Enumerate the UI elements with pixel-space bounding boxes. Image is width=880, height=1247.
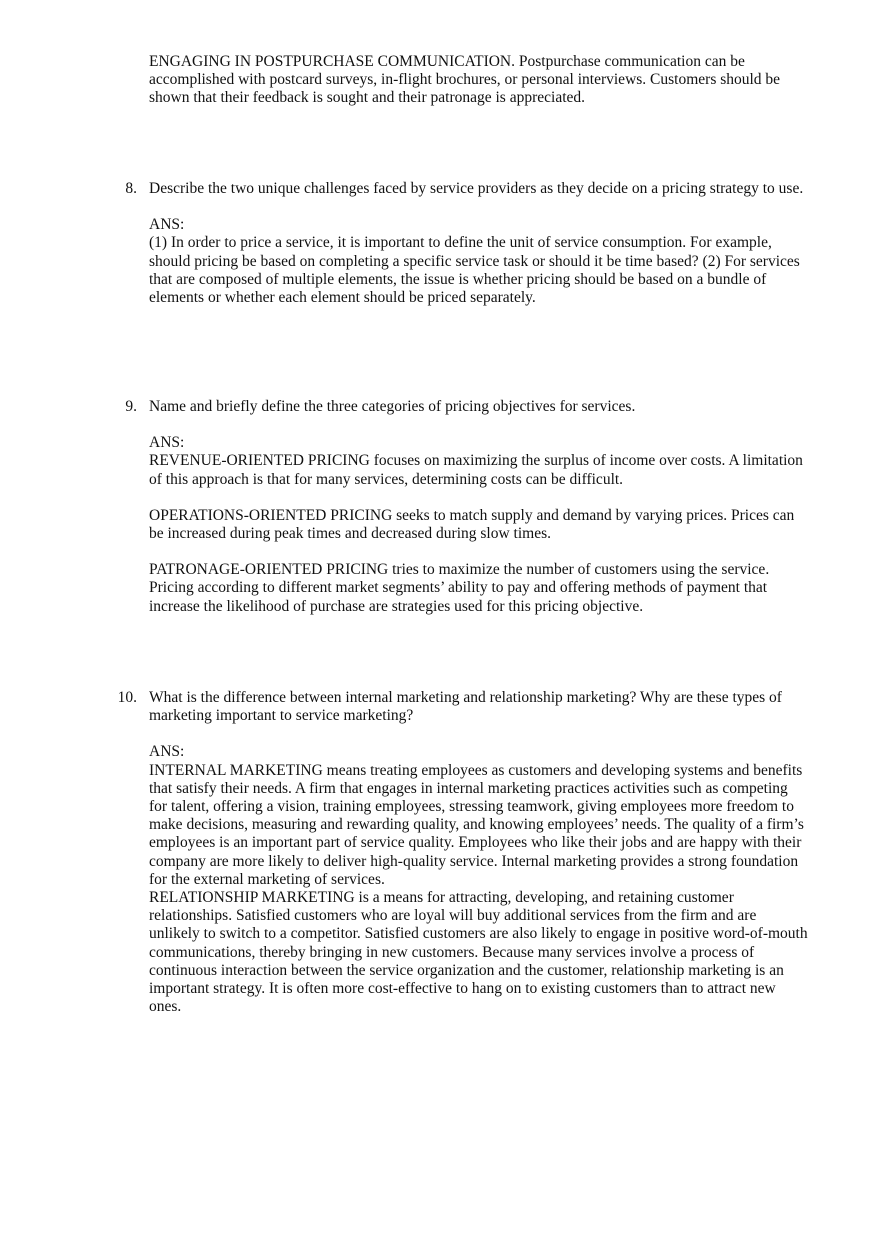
answer-paragraph: REVENUE-ORIENTED PRICING focuses on maximizing the surplus of income over costs. A limitation of this approach is that for many services, determining costs can be difficult. [149,452,803,488]
question-number: 10. [117,689,137,706]
answer-paragraph: OPERATIONS-ORIENTED PRICING seeks to match supply and demand by varying prices. Prices can be increased during peak times and decreased during slow times. [149,506,795,543]
answer-label: ANS: [149,743,185,761]
question-number: 9. [125,398,137,415]
question-number: 8. [125,180,137,197]
intro-paragraph [149,53,809,108]
question-block [149,398,809,616]
answer-label: ANS: [149,216,185,234]
answer-paragraph: RELATIONSHIP MARKETING is a means for attracting, developing, and retaining customer relationships. Satisfied customers who are loyal will buy additional services from the firm and are unlikely to switch to a competitor. Satisfied customers are also likely to engage in positive word-of-mouth communications, thereby bringing in new customers. Because many services involve a process of continuous interaction between the service organization and the customer, relationship marketing is an important strategy. It is often more cost-effective to hang on to existing customers than to attract new ones. [149,889,808,1016]
answer-paragraph: PATRONAGE-ORIENTED PRICING tries to maximize the number of customers using the service. Pricing according to different market segments’ ability to pay and offering methods of payment that increase the likelihood of purchase are strategies used for this pricing objective. [149,561,770,615]
question-block [149,180,809,307]
question-text: Describe the two unique challenges faced by service providers as they decide on a pricing strategy to use. [149,180,804,197]
intro-text: ENGAGING IN POSTPURCHASE COMMUNICATION. Postpurchase communication can be accomplished with postcard surveys, in-flight brochures, or personal interviews. Customers should be shown that their feedback is sought and their patronage is appreciated. [149,53,781,107]
answer-paragraph: (1) In order to price a service, it is important to define the unit of service consumption. For example, should pricing be based on completing a specific service task or should it be time based? (2) For services that are composed of multiple elements, the issue is whether pricing should be based on a bundle of elements or whether each element should be priced separately. [149,234,800,307]
answer-label: ANS: [149,434,185,452]
question-text: What is the difference between internal marketing and relationship marketing? Why are these types of marketing important to service marketing? [149,689,782,725]
question-block [149,689,809,1016]
answer-paragraph: INTERNAL MARKETING means treating employees as customers and developing systems and benefits that satisfy their needs. A firm that engages in internal marketing practices activities such as competing for talent, offering a vision, training employees, stressing teamwork, giving employees more freedom to make decisions, measuring and rewarding quality, and knowing employees’ needs. The quality of a firm’s employees is an important part of service quality. Employees who like their jobs and are happy with their company are more likely to deliver high-quality service. Internal marketing provides a strong foundation for the external marketing of services. [149,761,804,888]
question-text: Name and briefly define the three categories of pricing objectives for services. [149,398,636,415]
